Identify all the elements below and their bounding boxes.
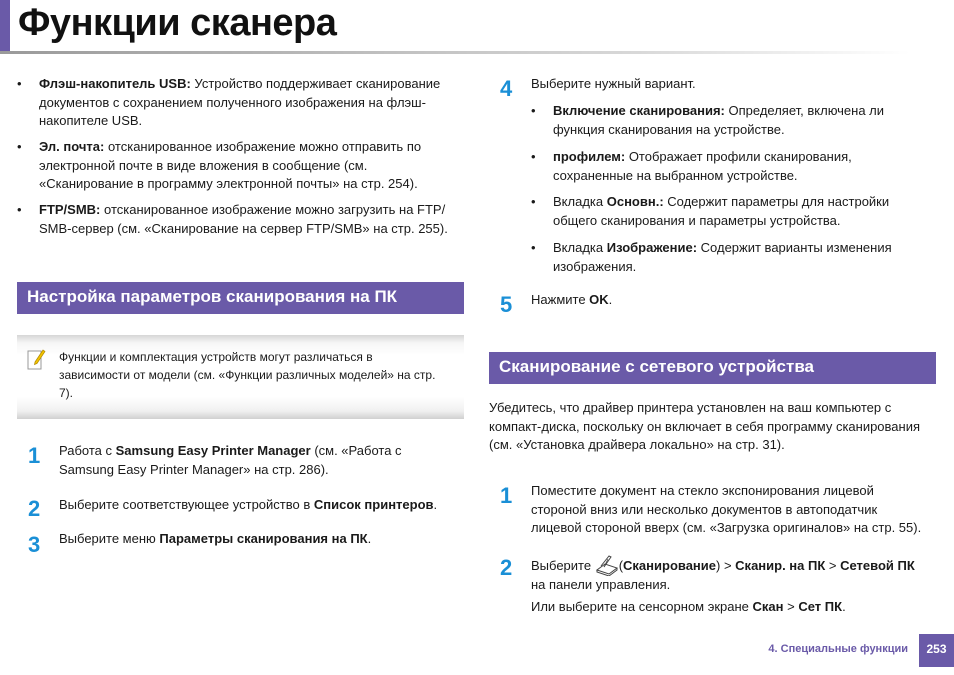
step-text: Нажмите OK. <box>531 292 613 307</box>
step-number: 3 <box>28 532 41 557</box>
step-text: Выберите меню Параметры сканирования на ПК. <box>59 531 372 546</box>
note-text: Функции и комплектация устройств могут различаться в зависимости от модели (см. «Функции различных моделей» на стр. 7). <box>59 350 436 400</box>
section-header-network-scan: Сканирование с сетевого устройства <box>489 352 936 384</box>
step-number: 4 <box>500 76 513 101</box>
note-box <box>17 335 464 419</box>
step-text: Работа с Samsung Easy Printer Manager (см. «Работа с Samsung Easy Printer Manager» на стр. 286). <box>59 443 402 477</box>
scan-icon <box>595 554 619 576</box>
step-number: 1 <box>28 443 41 468</box>
bullet-label: Эл. почта: <box>39 139 105 154</box>
step-text: Поместите документ на стекло экспонирования лицевой стороной вниз или несколько документов в автоподатчик лицевой стороной вверх (см. «Загрузка оригиналов» на стр. 55). <box>531 483 922 535</box>
title-divider <box>0 51 910 54</box>
section2-intro: Убедитесь, что драйвер принтера установлен на ваш компьютер с компакт-диска, поскольку он включает в себя программу сканирования (см. «Установка драйвера локально» на стр. 31). <box>489 400 921 452</box>
page-title: Функции сканера <box>18 2 337 44</box>
step-number: 1 <box>500 483 513 508</box>
section-header-pc-scan: Настройка параметров сканирования на ПК <box>17 282 464 314</box>
step-number: 2 <box>500 555 513 580</box>
step-text: Выберите нужный вариант. <box>531 76 696 91</box>
step-number: 5 <box>500 292 513 317</box>
note-pencil-icon <box>26 348 46 372</box>
step-text: Выберите соответствующее устройство в Список принтеров. <box>59 497 438 512</box>
footer-section-label: 4. Специальные функции <box>768 643 908 655</box>
step-text: Выберите (Сканирование) > Сканир. на ПК > Сетевой ПК на панели управления. <box>531 554 946 595</box>
step-alt-text: Или выберите на сенсорном экране Скан > Сет ПК. <box>531 599 846 614</box>
page-number: 253 <box>919 634 954 667</box>
bullet-label: Флэш-накопитель USB: <box>39 76 191 91</box>
step-number: 2 <box>28 496 41 521</box>
bullet-label: FTP/SMB: <box>39 202 101 217</box>
title-accent-bar <box>0 0 10 52</box>
